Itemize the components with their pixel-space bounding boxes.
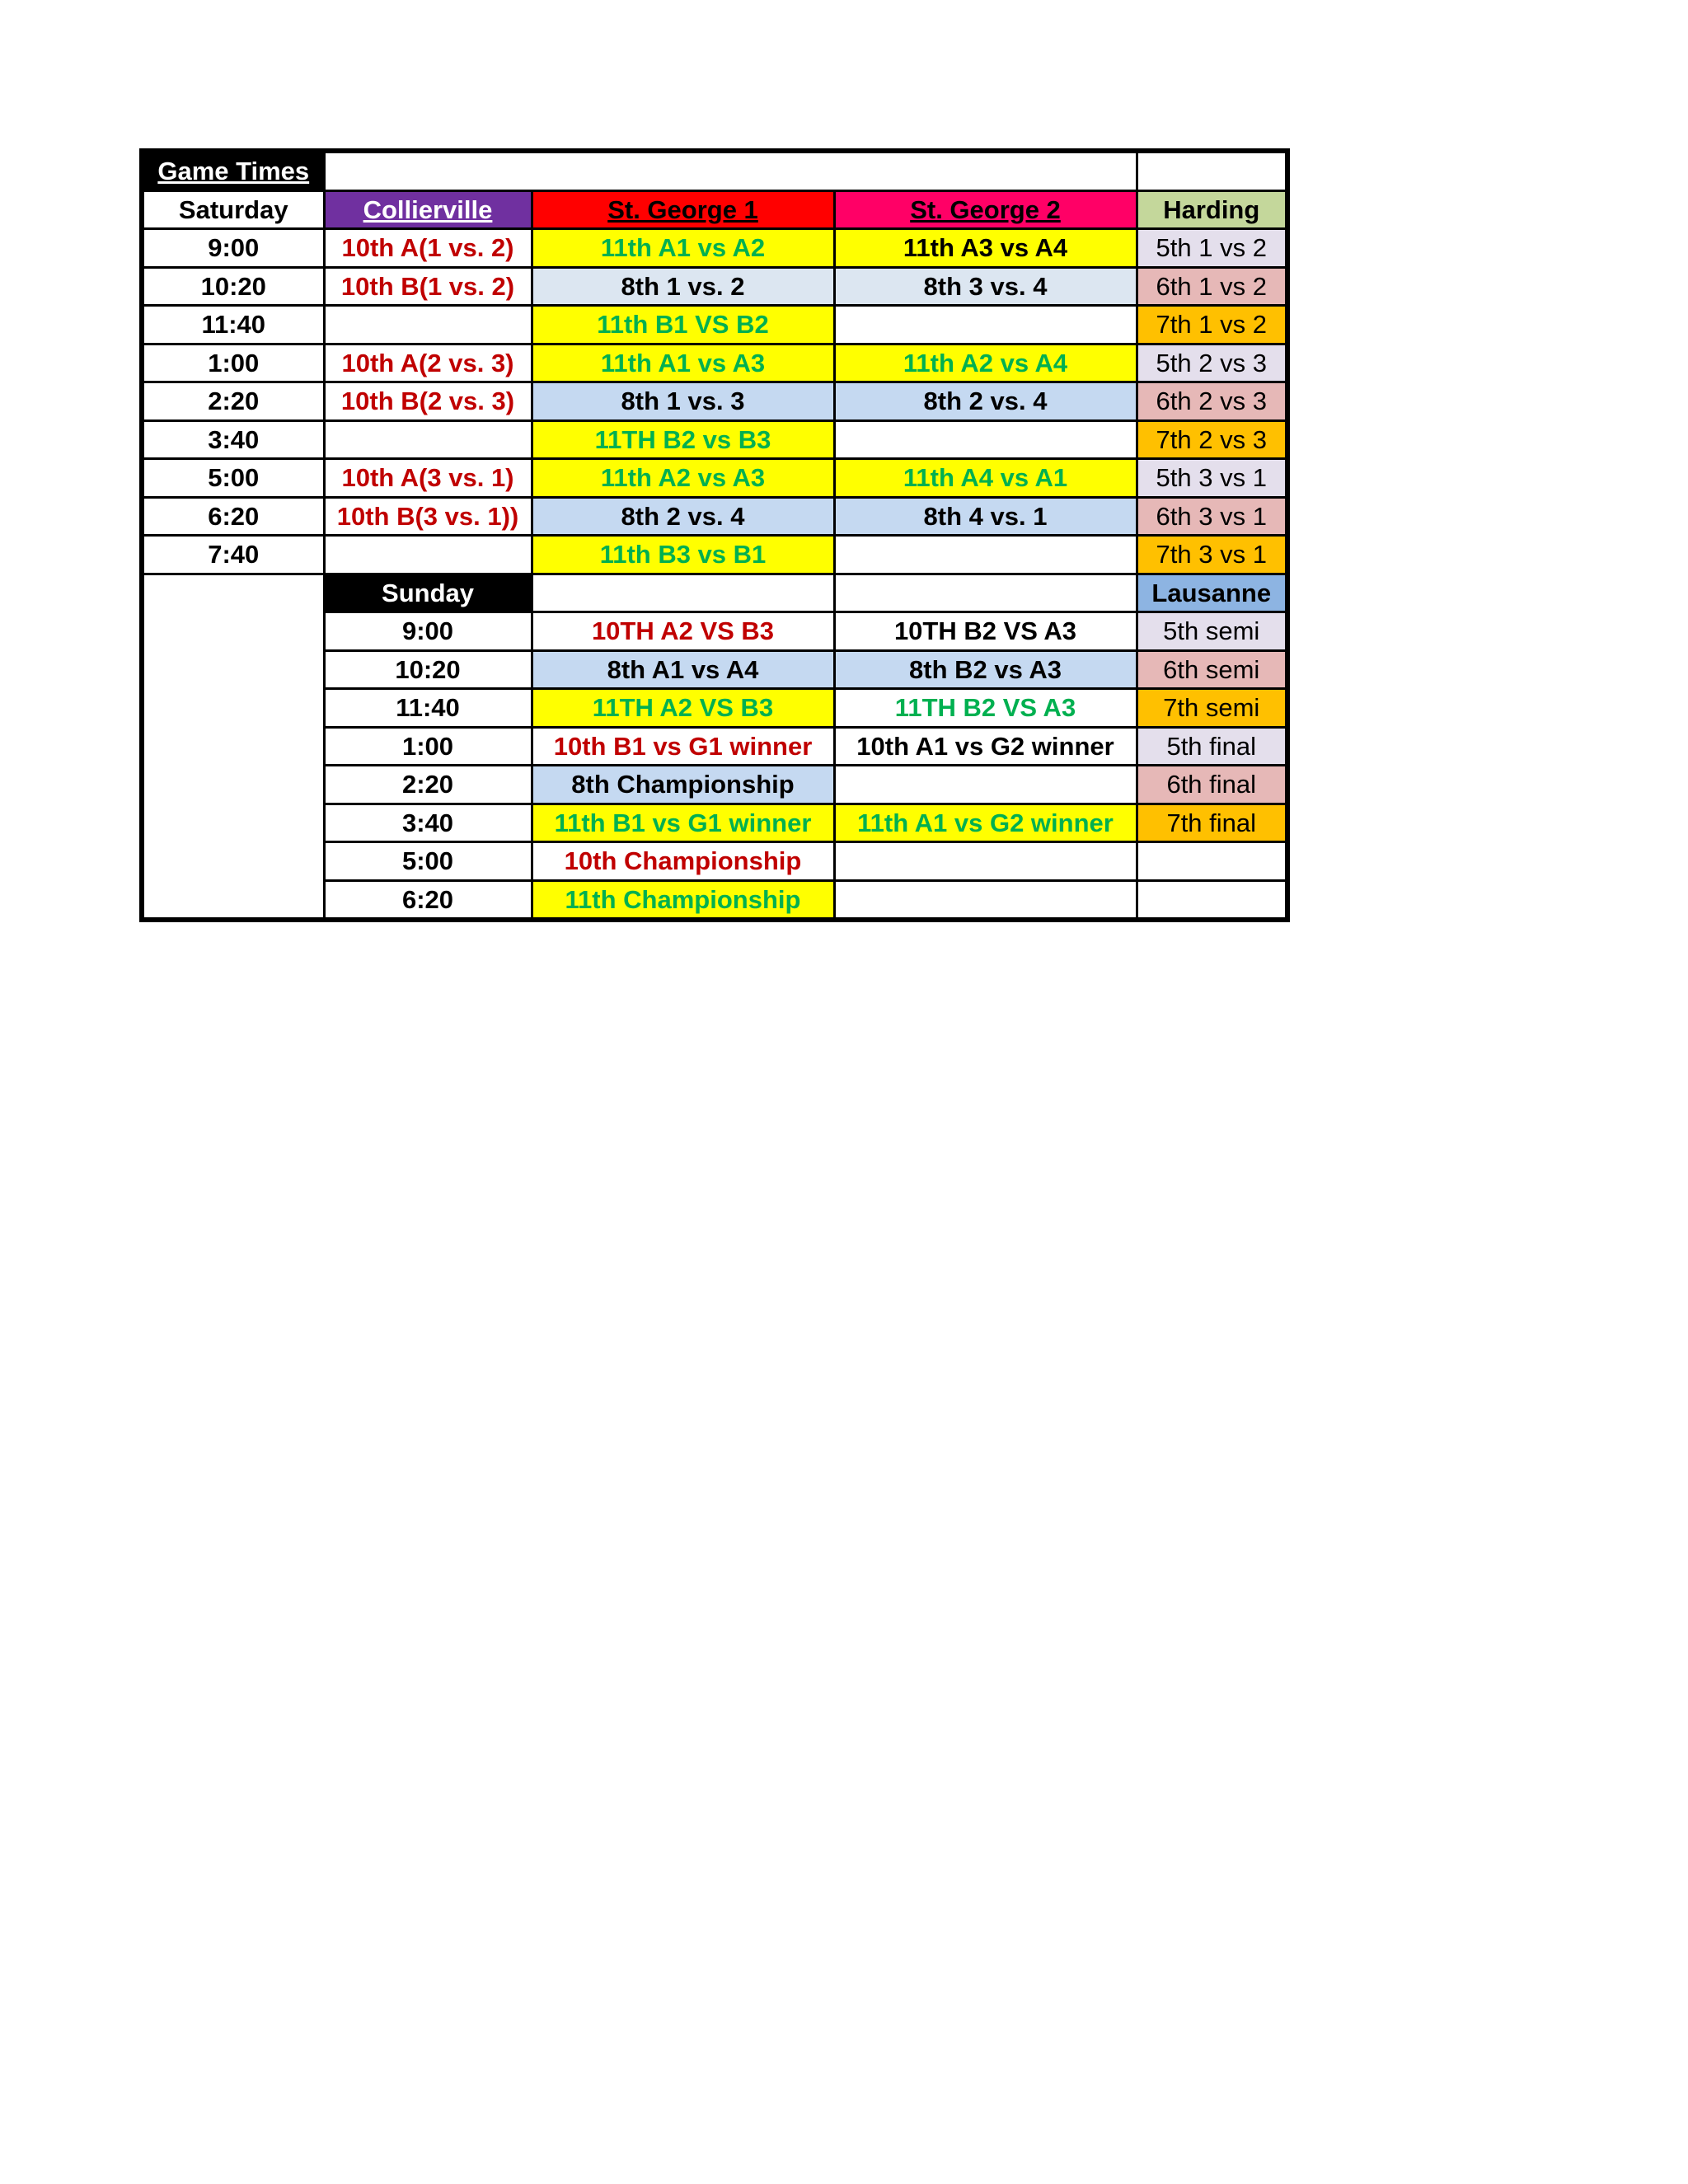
collierville-game: 10th A(1 vs. 2) xyxy=(324,229,532,268)
lausanne-game: 7th final xyxy=(1137,804,1287,842)
st-george-1-game: 11th A1 vs A3 xyxy=(532,344,834,382)
time-cell: 9:00 xyxy=(324,612,532,651)
time-cell: 10:20 xyxy=(142,267,324,306)
harding-game: 5th 3 vs 1 xyxy=(1137,459,1287,498)
sunday-label: Sunday xyxy=(324,574,532,612)
lausanne-game xyxy=(1137,880,1287,920)
collierville-game xyxy=(324,306,532,344)
time-cell: 11:40 xyxy=(142,306,324,344)
saturday-row xyxy=(142,497,1287,536)
lausanne-game: 7th semi xyxy=(1137,689,1287,728)
time-cell: 6:20 xyxy=(142,497,324,536)
time-cell: 3:40 xyxy=(142,420,324,459)
saturday-row xyxy=(142,267,1287,306)
st-george-2-game xyxy=(834,420,1137,459)
time-cell: 2:20 xyxy=(324,766,532,804)
st-george-1-game: 8th 1 vs. 3 xyxy=(532,382,834,421)
harding-game: 7th 1 vs 2 xyxy=(1137,306,1287,344)
collierville-game: 10th B(3 vs. 1)) xyxy=(324,497,532,536)
time-cell: 7:40 xyxy=(142,536,324,574)
saturday-row xyxy=(142,536,1287,574)
time-cell: 6:20 xyxy=(324,880,532,920)
st-george-1-game: 11th A1 vs A2 xyxy=(532,229,834,268)
saturday-row xyxy=(142,420,1287,459)
st-george-1-game: 11th A2 vs A3 xyxy=(532,459,834,498)
harding-game: 5th 1 vs 2 xyxy=(1137,229,1287,268)
lausanne-game: 6th final xyxy=(1137,766,1287,804)
collierville-game xyxy=(324,420,532,459)
st-george-2-game xyxy=(834,306,1137,344)
title-row xyxy=(142,151,1287,190)
st-george-1-game: 8th A1 vs A4 xyxy=(532,650,834,689)
st-george-2-game: 11th A4 vs A1 xyxy=(834,459,1137,498)
time-cell: 2:20 xyxy=(142,382,324,421)
time-cell: 5:00 xyxy=(324,842,532,881)
lausanne-game: 5th semi xyxy=(1137,612,1287,651)
st-george-1-game: 10th Championship xyxy=(532,842,834,881)
schedule-table xyxy=(139,148,1290,922)
st-george-2-game: 10TH B2 VS A3 xyxy=(834,612,1137,651)
lausanne-game: 5th final xyxy=(1137,727,1287,766)
harding-game: 5th 2 vs 3 xyxy=(1137,344,1287,382)
time-cell: 1:00 xyxy=(324,727,532,766)
st-george-1-game: 11TH A2 VS B3 xyxy=(532,689,834,728)
st-george-2-game xyxy=(834,880,1137,920)
st-george-1-game: 11th Championship xyxy=(532,880,834,920)
collierville-game: 10th B(1 vs. 2) xyxy=(324,267,532,306)
harding-game: 6th 2 vs 3 xyxy=(1137,382,1287,421)
game-times-header: Game Times xyxy=(142,151,324,190)
st-george-1-game: 11th B3 vs B1 xyxy=(532,536,834,574)
venue-lausanne: Lausanne xyxy=(1137,574,1287,612)
saturday-row xyxy=(142,306,1287,344)
st-george-1-game: 11TH B2 vs B3 xyxy=(532,420,834,459)
st-george-2-game: 11th A1 vs G2 winner xyxy=(834,804,1137,842)
st-george-1-game: 8th 2 vs. 4 xyxy=(532,497,834,536)
venue-st-george-1: St. George 1 xyxy=(532,190,834,229)
collierville-game: 10th A(3 vs. 1) xyxy=(324,459,532,498)
time-cell: 10:20 xyxy=(324,650,532,689)
lausanne-game xyxy=(1137,842,1287,881)
harding-game: 6th 1 vs 2 xyxy=(1137,267,1287,306)
harding-game: 6th 3 vs 1 xyxy=(1137,497,1287,536)
st-george-1-game: 10TH A2 VS B3 xyxy=(532,612,834,651)
venue-collierville: Collierville xyxy=(324,190,532,229)
title-blank-cell xyxy=(324,151,1137,190)
st-george-2-game: 11th A3 vs A4 xyxy=(834,229,1137,268)
saturday-row xyxy=(142,344,1287,382)
sunday-blank-time-column xyxy=(142,574,324,920)
st-george-2-game xyxy=(834,536,1137,574)
st-george-2-game: 8th 3 vs. 4 xyxy=(834,267,1137,306)
saturday-row xyxy=(142,229,1287,268)
lausanne-game: 6th semi xyxy=(1137,650,1287,689)
st-george-1-game: 8th Championship xyxy=(532,766,834,804)
st-george-1-game: 11th B1 VS B2 xyxy=(532,306,834,344)
saturday-label: Saturday xyxy=(142,190,324,229)
saturday-row xyxy=(142,459,1287,498)
st-george-2-game: 10th A1 vs G2 winner xyxy=(834,727,1137,766)
st-george-2-game: 8th B2 vs A3 xyxy=(834,650,1137,689)
st-george-2-game: 8th 2 vs. 4 xyxy=(834,382,1137,421)
st-george-2-game: 11TH B2 VS A3 xyxy=(834,689,1137,728)
st-george-2-game xyxy=(834,842,1137,881)
sunday-header-row xyxy=(142,574,1287,612)
venue-header-row xyxy=(142,190,1287,229)
saturday-row xyxy=(142,382,1287,421)
time-cell: 1:00 xyxy=(142,344,324,382)
time-cell: 9:00 xyxy=(142,229,324,268)
st-george-2-game xyxy=(834,766,1137,804)
time-cell: 5:00 xyxy=(142,459,324,498)
harding-game: 7th 3 vs 1 xyxy=(1137,536,1287,574)
venue-harding: Harding xyxy=(1137,190,1287,229)
collierville-game xyxy=(324,536,532,574)
venue-st-george-2: St. George 2 xyxy=(834,190,1137,229)
title-blank-cell-right xyxy=(1137,151,1287,190)
collierville-game: 10th A(2 vs. 3) xyxy=(324,344,532,382)
sunday-header-blank xyxy=(532,574,834,612)
time-cell: 3:40 xyxy=(324,804,532,842)
st-george-1-game: 10th B1 vs G1 winner xyxy=(532,727,834,766)
time-cell: 11:40 xyxy=(324,689,532,728)
st-george-1-game: 11th B1 vs G1 winner xyxy=(532,804,834,842)
st-george-1-game: 8th 1 vs. 2 xyxy=(532,267,834,306)
collierville-game: 10th B(2 vs. 3) xyxy=(324,382,532,421)
harding-game: 7th 2 vs 3 xyxy=(1137,420,1287,459)
st-george-2-game: 8th 4 vs. 1 xyxy=(834,497,1137,536)
st-george-2-game: 11th A2 vs A4 xyxy=(834,344,1137,382)
sunday-header-blank xyxy=(834,574,1137,612)
